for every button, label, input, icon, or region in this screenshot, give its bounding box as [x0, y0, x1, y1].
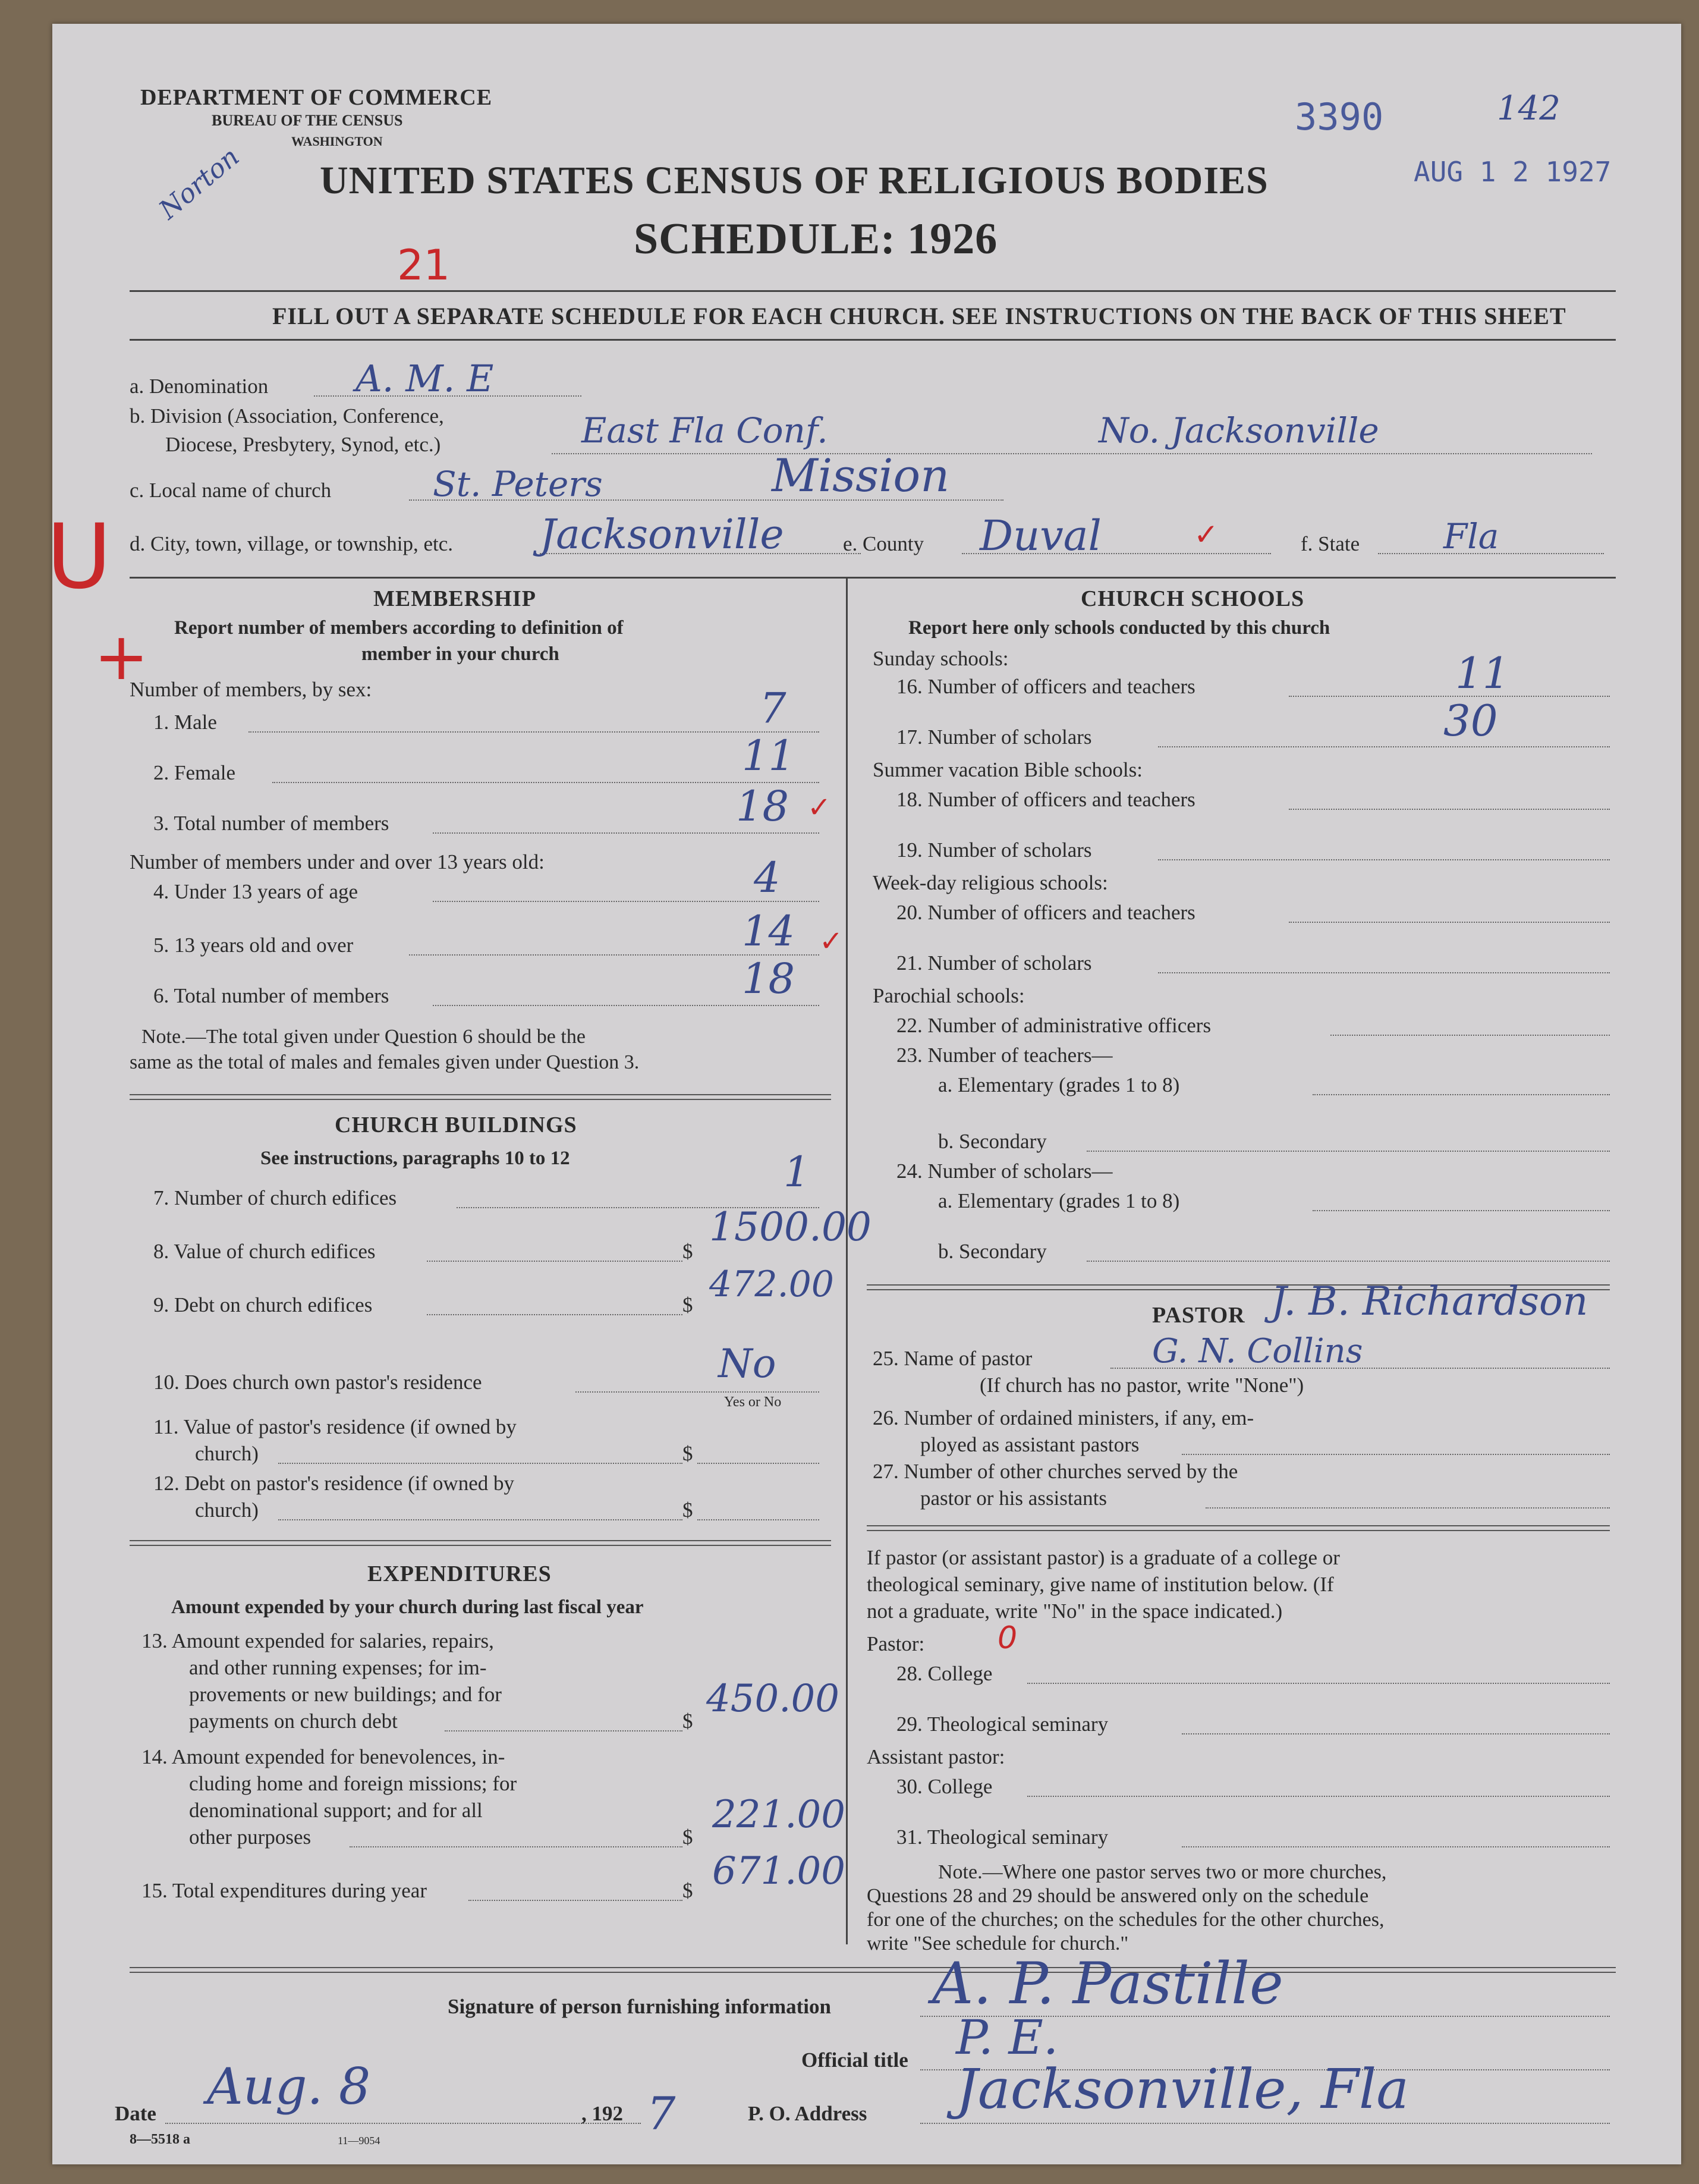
bureau-heading: BUREAU OF THE CENSUS [212, 112, 403, 129]
q17-label: 17. Number of scholars [896, 725, 1092, 749]
q22-label: 22. Number of administrative officers [896, 1014, 1212, 1037]
page-title: UNITED STATES CENSUS OF RELIGIOUS BODIES [320, 159, 1269, 202]
q10-value: No [718, 1341, 776, 1387]
red-margin-mark-plus: + [94, 618, 149, 695]
pastor-note-3: for one of the churches; on the schedules for the other churches, [867, 1909, 1385, 1931]
church-name-value: St. Peters [433, 464, 603, 504]
q25-label: 25. Name of pastor [873, 1347, 1033, 1370]
q14-dollar: $ [682, 1825, 693, 1849]
state-label: f. State [1301, 532, 1360, 555]
q6-value: 18 [742, 954, 795, 1003]
q24-label: 24. Number of scholars— [896, 1159, 1113, 1183]
rotated-handwritten-note: Norton [153, 142, 246, 226]
department-heading: DEPARTMENT OF COMMERCE [140, 85, 493, 110]
q14-label-4: other purposes [189, 1825, 312, 1849]
q26-label-1: 26. Number of ordained ministers, if any, em- [873, 1406, 1254, 1429]
q8-label: 8. Value of church edifices [153, 1240, 376, 1263]
church-name-label: c. Local name of church [130, 479, 332, 502]
parochial-schools-label: Parochial schools: [873, 984, 1025, 1007]
q5-tick: ✓ [819, 925, 844, 958]
fill-instruction: FILL OUT A SEPARATE SCHEDULE FOR EACH CHURCH. SEE INSTRUCTIONS ON THE BACK OF THIS SHEET [272, 303, 1566, 329]
po-address-label: P. O. Address [748, 2102, 867, 2125]
q4-value: 4 [754, 853, 781, 902]
q28-label: 28. College [896, 1662, 993, 1685]
denomination-value: A. M. E [355, 357, 494, 400]
q15-label: 15. Total expenditures during year [141, 1879, 427, 1902]
members-by-sex-label: Number of members, by sex: [130, 678, 372, 701]
graduate-instruction-2: theological seminary, give name of institution below. (If [867, 1573, 1334, 1596]
pastor-college-value: 0 [998, 1620, 1018, 1656]
city-value: Jacksonville [540, 511, 784, 558]
buildings-title: CHURCH BUILDINGS [335, 1113, 577, 1137]
q5-value: 14 [742, 907, 795, 956]
schools-sub: Report here only schools conducted by this church [908, 617, 1330, 639]
denomination-label: a. Denomination [130, 375, 269, 398]
pastor-subheading: Pastor: [867, 1632, 925, 1655]
assistant-pastor-subheading: Assistant pastor: [867, 1745, 1005, 1768]
q23a-label: a. Elementary (grades 1 to 8) [938, 1073, 1180, 1096]
division-value-1: East Fla Conf. [581, 410, 828, 451]
q30-label: 30. College [896, 1775, 993, 1798]
membership-title: MEMBERSHIP [373, 586, 536, 611]
weekday-schools-label: Week-day religious schools: [873, 871, 1108, 894]
pastor-note-1: Note.—Where one pastor serves two or more churches, [938, 1861, 1387, 1883]
q12-label-1: 12. Debt on pastor's residence (if owned by [153, 1472, 514, 1495]
po-address-value: Jacksonville, Fla [956, 2057, 1409, 2121]
members-by-age-label: Number of members under and over 13 years old: [130, 850, 545, 873]
q24b-label: b. Secondary [938, 1240, 1047, 1263]
q8-dollar: $ [682, 1240, 693, 1263]
q25-note: (If church has no pastor, write "None") [980, 1374, 1304, 1397]
pastor-name-value-2: J. B. Richardson [1271, 1278, 1588, 1324]
q13-dollar: $ [682, 1710, 693, 1733]
q18-label: 18. Number of officers and teachers [896, 788, 1195, 811]
q2-value: 11 [742, 731, 795, 780]
q16-value: 11 [1455, 648, 1510, 698]
membership-note-2: same as the total of males and females given under Question 3. [130, 1051, 640, 1073]
pastor-title: PASTOR [1152, 1303, 1245, 1328]
q14-label-1: 14. Amount expended for benevolences, in- [141, 1745, 505, 1768]
county-label: e. County [843, 532, 924, 555]
q26-label-2: ployed as assistant pastors [920, 1433, 1140, 1456]
expenditures-title: EXPENDITURES [367, 1561, 552, 1586]
summer-schools-label: Summer vacation Bible schools: [873, 758, 1143, 781]
signature-value: A. P. Pastille [932, 1950, 1283, 2017]
city-heading: WASHINGTON [291, 134, 383, 149]
q15-dollar: $ [682, 1879, 693, 1902]
buildings-sub: See instructions, paragraphs 10 to 12 [260, 1148, 570, 1169]
q5-label: 5. 13 years old and over [153, 934, 354, 957]
expenditures-sub: Amount expended by your church during last fiscal year [171, 1597, 644, 1618]
division-value-2: No. Jacksonville [1099, 410, 1379, 451]
q2-label: 2. Female [153, 761, 236, 784]
red-margin-mark-u: U [46, 505, 112, 609]
q13-label-1: 13. Amount expended for salaries, repairs, [141, 1629, 494, 1652]
q8-value: 1500.00 [709, 1204, 871, 1250]
official-title-value: P. E. [956, 2010, 1059, 2065]
graduate-instruction-3: not a graduate, write "No" in the space indicated.) [867, 1599, 1283, 1623]
q11-label-2: church) [195, 1442, 259, 1465]
stamp-number: 3390 [1295, 95, 1384, 139]
census-schedule-sheet [46, 24, 1681, 2164]
membership-intro-1: Report number of members according to definition of [174, 617, 624, 639]
page-subtitle: SCHEDULE: 1926 [634, 215, 998, 263]
q27-label-2: pastor or his assistants [920, 1487, 1108, 1510]
corner-handwritten-number: 142 [1497, 89, 1560, 128]
form-number: 8—5518 a [130, 2132, 190, 2147]
red-handwritten-number: 21 [397, 241, 451, 290]
pastor-note-4: write "See schedule for church." [867, 1932, 1129, 1954]
q27-label-1: 27. Number of other churches served by the [873, 1460, 1238, 1483]
state-value: Fla [1443, 516, 1499, 557]
city-label: d. City, town, village, or township, etc. [130, 532, 454, 555]
print-number: 11—9054 [338, 2135, 380, 2147]
date-label: Date [115, 2102, 156, 2125]
official-title-label: Official title [801, 2048, 908, 2072]
graduate-instruction-1: If pastor (or assistant pastor) is a graduate of a college or [867, 1546, 1340, 1569]
yes-no-hint: Yes or No [724, 1394, 782, 1410]
q29-label: 29. Theological seminary [896, 1712, 1109, 1736]
county-value: Duval [980, 511, 1102, 560]
q16-label: 16. Number of officers and teachers [896, 675, 1195, 698]
stamp-date: AUG 1 2 1927 [1414, 156, 1612, 188]
q14-value: 221.00 [712, 1793, 845, 1837]
membership-intro-2: member in your church [361, 643, 559, 665]
q4-label: 4. Under 13 years of age [153, 880, 358, 903]
q10-label: 10. Does church own pastor's residence [153, 1371, 482, 1394]
q3-label: 3. Total number of members [153, 812, 389, 835]
division-label-1: b. Division (Association, Conference, [130, 404, 444, 428]
signature-label: Signature of person furnishing information [448, 1995, 831, 2018]
pastor-name-value: G. N. Collins [1152, 1332, 1363, 1371]
q23-label: 23. Number of teachers— [896, 1044, 1113, 1067]
q11-dollar: $ [682, 1442, 693, 1465]
year-digit: 7 [647, 2087, 676, 2140]
q3-value: 18 [736, 782, 789, 831]
q12-dollar: $ [682, 1498, 693, 1522]
q14-label-2: cluding home and foreign missions; for [189, 1772, 517, 1795]
church-name-value-2: Mission [772, 449, 950, 502]
q21-label: 21. Number of scholars [896, 951, 1092, 975]
q31-label: 31. Theological seminary [896, 1825, 1109, 1849]
membership-note-1: Note.—The total given under Question 6 should be the [141, 1026, 586, 1048]
q11-label-1: 11. Value of pastor's residence (if owned by [153, 1415, 517, 1438]
q13-label-4: payments on church debt [189, 1710, 398, 1733]
q7-label: 7. Number of church edifices [153, 1186, 397, 1209]
q9-label: 9. Debt on church edifices [153, 1293, 373, 1316]
q3-check: ✓ [807, 791, 832, 824]
q13-label-3: provements or new buildings; and for [189, 1683, 502, 1706]
q12-label-2: church) [195, 1498, 259, 1522]
schools-title: CHURCH SCHOOLS [1081, 586, 1305, 611]
q15-value: 671.00 [712, 1849, 845, 1893]
q9-dollar: $ [682, 1293, 693, 1316]
check-mark: ✓ [1194, 517, 1219, 552]
q9-value: 472.00 [709, 1264, 834, 1305]
q17-value: 30 [1443, 696, 1498, 746]
q24a-label: a. Elementary (grades 1 to 8) [938, 1189, 1180, 1212]
q13-value: 450.00 [706, 1677, 839, 1721]
q23b-label: b. Secondary [938, 1130, 1047, 1153]
sunday-schools-label: Sunday schools: [873, 647, 1009, 670]
q6-label: 6. Total number of members [153, 984, 389, 1007]
pastor-note-2: Questions 28 and 29 should be answered only on the schedule [867, 1885, 1369, 1907]
q7-value: 1 [784, 1148, 810, 1196]
q1-label: 1. Male [153, 711, 217, 734]
q1-value: 7 [760, 684, 786, 733]
q14-label-3: denominational support; and for all [189, 1799, 483, 1822]
q20-label: 20. Number of officers and teachers [896, 901, 1195, 924]
q13-label-2: and other running expenses; for im- [189, 1656, 487, 1679]
year-prefix: , 192 [581, 2102, 623, 2125]
q19-label: 19. Number of scholars [896, 838, 1092, 862]
date-value: Aug. 8 [207, 2057, 371, 2116]
division-label-2: Diocese, Presbytery, Synod, etc.) [165, 433, 441, 456]
